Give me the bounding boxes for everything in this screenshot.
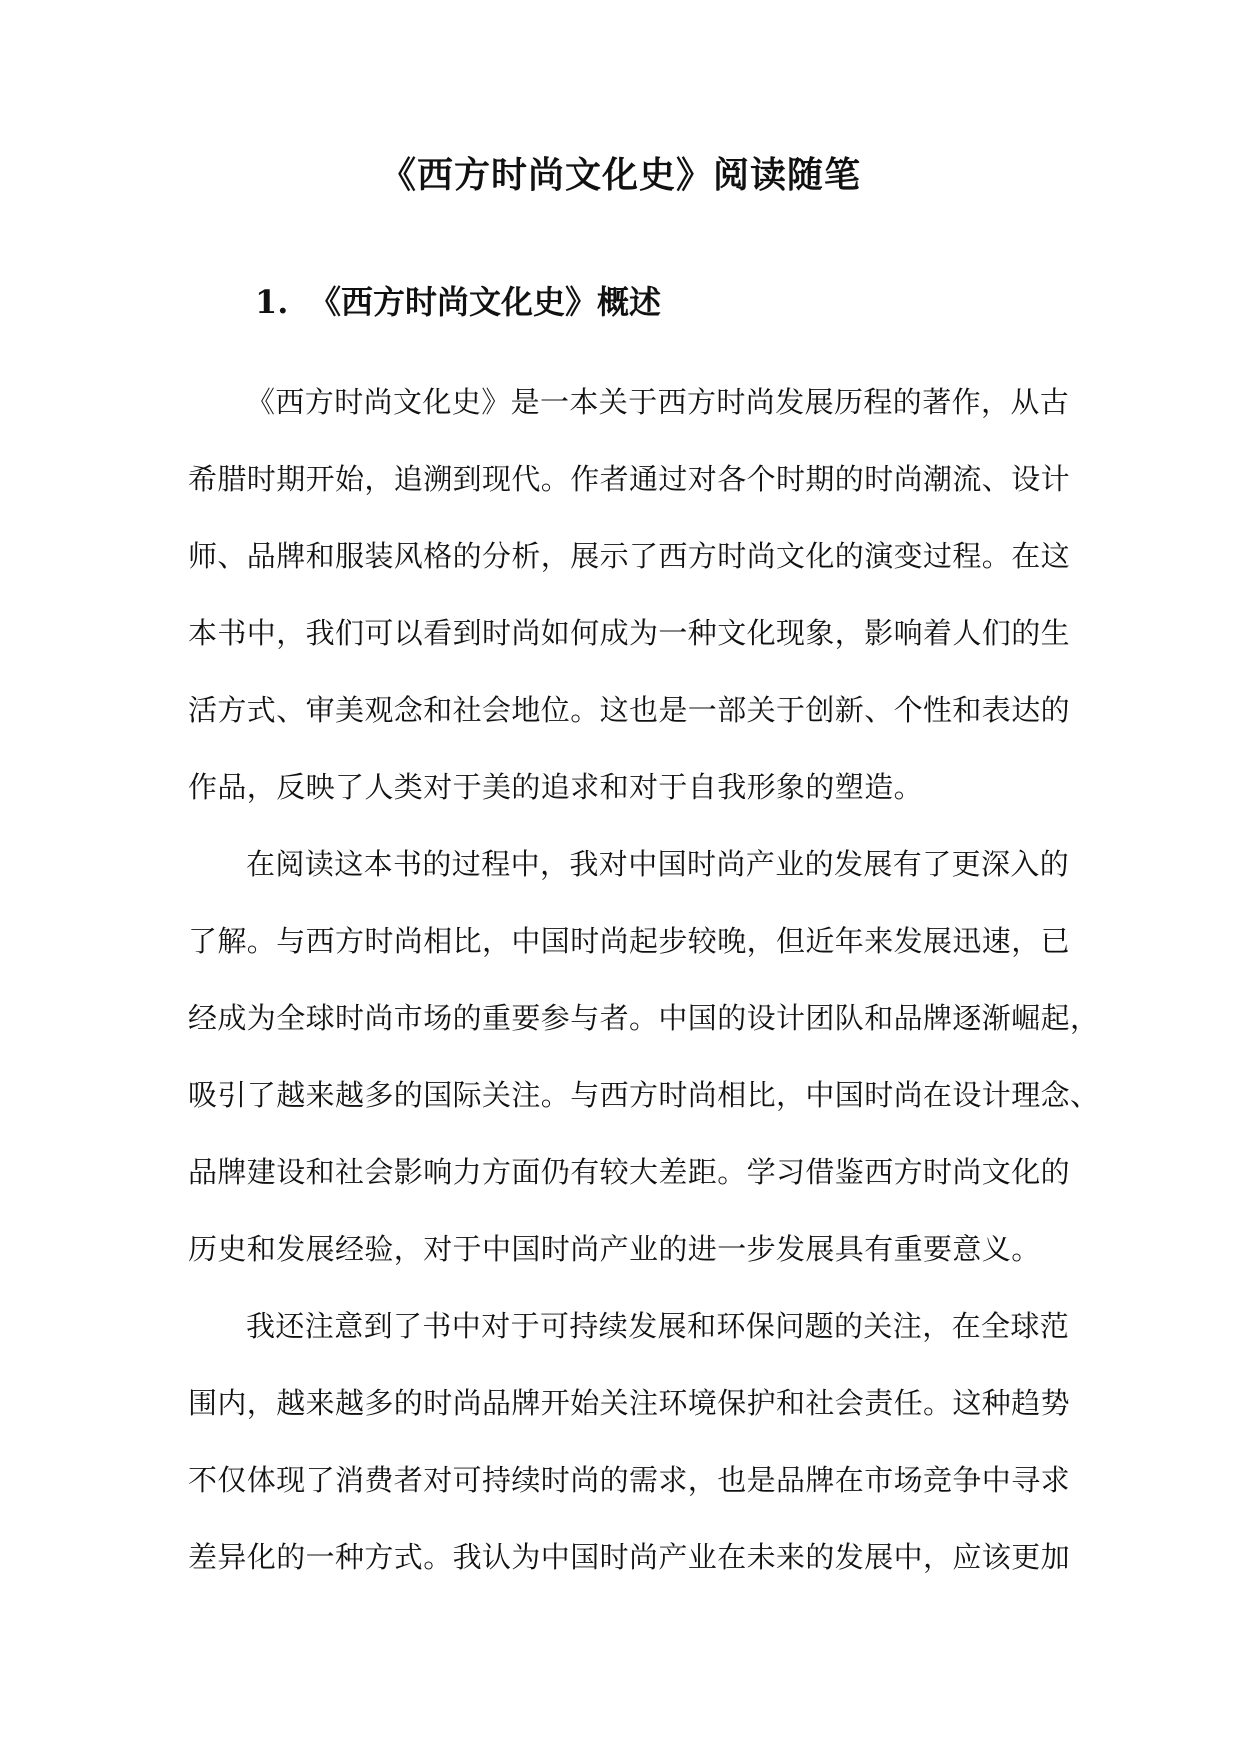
paragraph-line: 活方式、审美观念和社会地位。这也是一部关于创新、个性和表达的 — [188, 693, 1071, 727]
paragraph-line: 历史和发展经验，对于中国时尚产业的进一步发展具有重要意义。 — [188, 1232, 1041, 1266]
paragraph-line: 师、品牌和服装风格的分析，展示了西方时尚文化的演变过程。在这 — [188, 539, 1071, 573]
paragraph-line: 了解。与西方时尚相比，中国时尚起步较晚，但近年来发展迅速，已 — [188, 924, 1071, 958]
paragraph-line: 差异化的一种方式。我认为中国时尚产业在未来的发展中，应该更加 — [188, 1540, 1071, 1574]
paragraph-line: 吸引了越来越多的国际关注。与西方时尚相比，中国时尚在设计理念、 — [188, 1078, 1100, 1112]
paragraph-line: 本书中，我们可以看到时尚如何成为一种文化现象，影响着人们的生 — [188, 616, 1071, 650]
paragraph-line: 不仅体现了消费者对可持续时尚的需求，也是品牌在市场竞争中寻求 — [188, 1463, 1071, 1497]
paragraph-line: 品牌建设和社会影响力方面仍有较大差距。学习借鉴西方时尚文化的 — [188, 1155, 1071, 1189]
paragraph-line: 围内，越来越多的时尚品牌开始关注环境保护和社会责任。这种趋势 — [188, 1386, 1071, 1420]
section-heading — [255, 280, 661, 324]
paragraph-china-fashion — [188, 826, 1100, 1288]
paragraph-line: 经成为全球时尚市场的重要参与者。中国的设计团队和品牌逐渐崛起， — [188, 1001, 1100, 1035]
paragraph-line: 在阅读这本书的过程中，我对中国时尚产业的发展有了更深入的 — [246, 847, 1070, 881]
body-text — [188, 364, 1100, 1596]
paragraph-line: 《西方时尚文化史》是一本关于西方时尚发展历程的著作，从古 — [246, 385, 1070, 419]
paragraph-overview — [188, 364, 1071, 826]
document-title: 《西方时尚文化史》阅读随笔 — [379, 154, 861, 196]
section-heading-text: 《西方时尚文化史》概述 — [309, 283, 662, 321]
paragraph-sustainability — [188, 1288, 1071, 1596]
paragraph-line: 我还注意到了书中对于可持续发展和环保问题的关注，在全球范 — [246, 1309, 1070, 1343]
section-number: 1. — [255, 283, 289, 321]
paragraph-line: 希腊时期开始，追溯到现代。作者通过对各个时期的时尚潮流、设计 — [188, 462, 1071, 496]
paragraph-line: 作品，反映了人类对于美的追求和对于自我形象的塑造。 — [188, 770, 924, 804]
